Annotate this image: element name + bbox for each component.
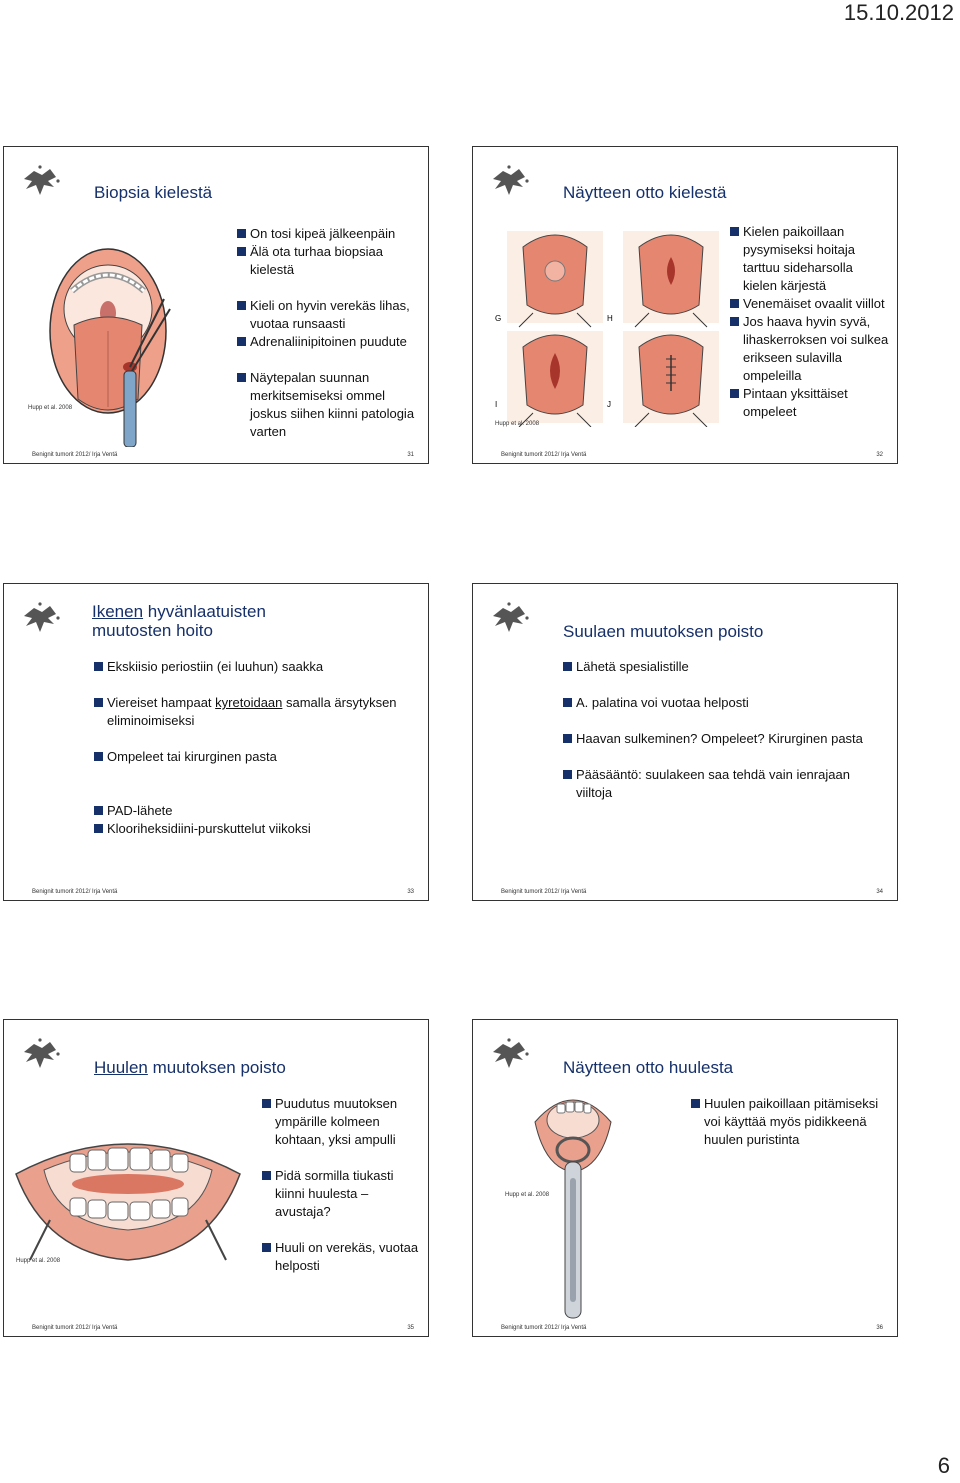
university-logo-icon [20,165,60,199]
list-item: Viereiset hampaat kyretoidaan samalla ärsytyksen eliminoimiseksi [94,694,414,730]
list-item: Älä ota turhaa biopsiaa kielestä [237,243,417,279]
figure-label-h: H [607,314,613,323]
bullet-list [94,658,414,838]
slide-32 [472,146,898,464]
title-line-2: muutosten hoito [92,621,213,640]
university-logo-icon [489,1038,529,1072]
slide-footer: Benignit tumorit 2012/ Irja Ventä [32,452,118,458]
bullet-list [237,225,417,441]
page-number: 6 [937,1453,950,1478]
slide-footer: Benignit tumorit 2012/ Irja Ventä [501,889,587,895]
page-date: 15.10.2012 [843,0,954,25]
university-logo-icon [489,165,529,199]
title-rest: hyvänlaatuisten [143,602,266,621]
list-item: On tosi kipeä jälkeenpäin [237,225,417,243]
open-mouth-biopsy-illustration [46,239,176,447]
slide-35 [3,1019,429,1337]
slide-footer: Benignit tumorit 2012/ Irja Ventä [32,889,118,895]
list-item: Lähetä spesialistille [563,658,883,676]
list-item: A. palatina voi vuotaa helposti [563,694,883,712]
image-credit: Hupp et al. 2008 [28,405,73,411]
list-item: PAD-lähete [94,802,414,820]
slide-footer: Benignit tumorit 2012/ Irja Ventä [32,1325,118,1331]
bullet-list [730,223,890,421]
list-item: Ompeleet tai kirurginen pasta [94,748,414,766]
figure-label-j: J [607,400,611,409]
list-item: Venemäiset ovaalit viillot [730,295,890,313]
lip-clamp-illustration [531,1082,615,1322]
slide-title: Näytteen otto kielestä [563,183,727,202]
image-credit: Hupp et al. 2008 [495,421,540,427]
list-item: Pidä sormilla tiukasti kiinni huulesta – avustaja? [262,1167,422,1221]
slide-footer: Benignit tumorit 2012/ Irja Ventä [501,452,587,458]
slide-number: 31 [407,452,414,458]
list-item: Pintaan yksittäiset ompeleet [730,385,890,421]
university-logo-icon [489,602,529,636]
university-logo-icon [20,602,60,636]
bullet-list [563,658,883,802]
list-item: Kieli on hyvin verekäs lihas, vuotaa runsaasti [237,297,417,333]
slide-number: 35 [407,1325,414,1331]
slide-number: 33 [407,889,414,895]
title-rest: muutoksen poisto [147,1058,286,1077]
title-underlined-word: Ikenen [92,602,144,621]
university-logo-icon [20,1038,60,1072]
slide-footer: Benignit tumorit 2012/ Irja Ventä [501,1325,587,1331]
list-item: Näytepalan suunnan merkitsemiseksi ommel joskus siihen kiinni patologia varten [237,369,417,441]
slide-title: Näytteen otto huulesta [563,1058,734,1077]
figure-label-g: G [495,314,502,323]
slide-number: 36 [876,1325,883,1331]
list-item: Kielen paikoillaan pysymiseksi hoitaja tarttuu sideharsolla kielen kärjestä [730,223,890,295]
list-item: Haavan sulkeminen? Ompeleet? Kirurginen pasta [563,730,883,748]
slide-title [94,1058,286,1077]
lip-retraction-illustration [10,1124,246,1264]
list-item: Huuli on verekäs, vuotaa helposti [262,1239,422,1275]
slide-number: 34 [876,889,883,895]
tongue-biopsy-steps-illustration [493,227,723,427]
list-item: Klooriheksidiini-purskuttelut viikoksi [94,820,414,838]
slide-number: 32 [876,452,883,458]
slide-title: Suulaen muutoksen poisto [563,622,764,641]
figure-label-i: I [495,400,498,409]
list-item: Jos haava hyvin syvä, lihaskerroksen voi sulkea erikseen sulavilla ompeleilla [730,313,890,385]
list-item: Puudutus muutoksen ympärille kolmeen kohtaan, yksi ampulli [262,1095,422,1149]
list-item: Pääsääntö: suulakeen saa tehdä vain ienrajaan viiltoja [563,766,883,802]
bullet-list [691,1095,887,1149]
slide-title: Biopsia kielestä [94,183,213,202]
list-item: Adrenaliinipitoinen puudute [237,333,417,351]
list-item: Ekskiisio periostiin (ei luuhun) saakka [94,658,414,676]
slide-34 [472,583,898,901]
image-credit: Hupp et al. 2008 [16,1258,61,1264]
bullet-list [262,1095,422,1275]
list-item: Huulen paikoillaan pitämiseksi voi käyttää myös pidikkeenä huulen puristinta [691,1095,887,1149]
slide-31 [3,146,429,464]
image-credit: Hupp et al. 2008 [505,1192,550,1198]
underlined-term: kyretoidaan [215,695,283,710]
slide-33 [3,583,429,901]
slide-36 [472,1019,898,1337]
title-underlined-word: Huulen [94,1058,148,1077]
slide-title [92,602,266,640]
